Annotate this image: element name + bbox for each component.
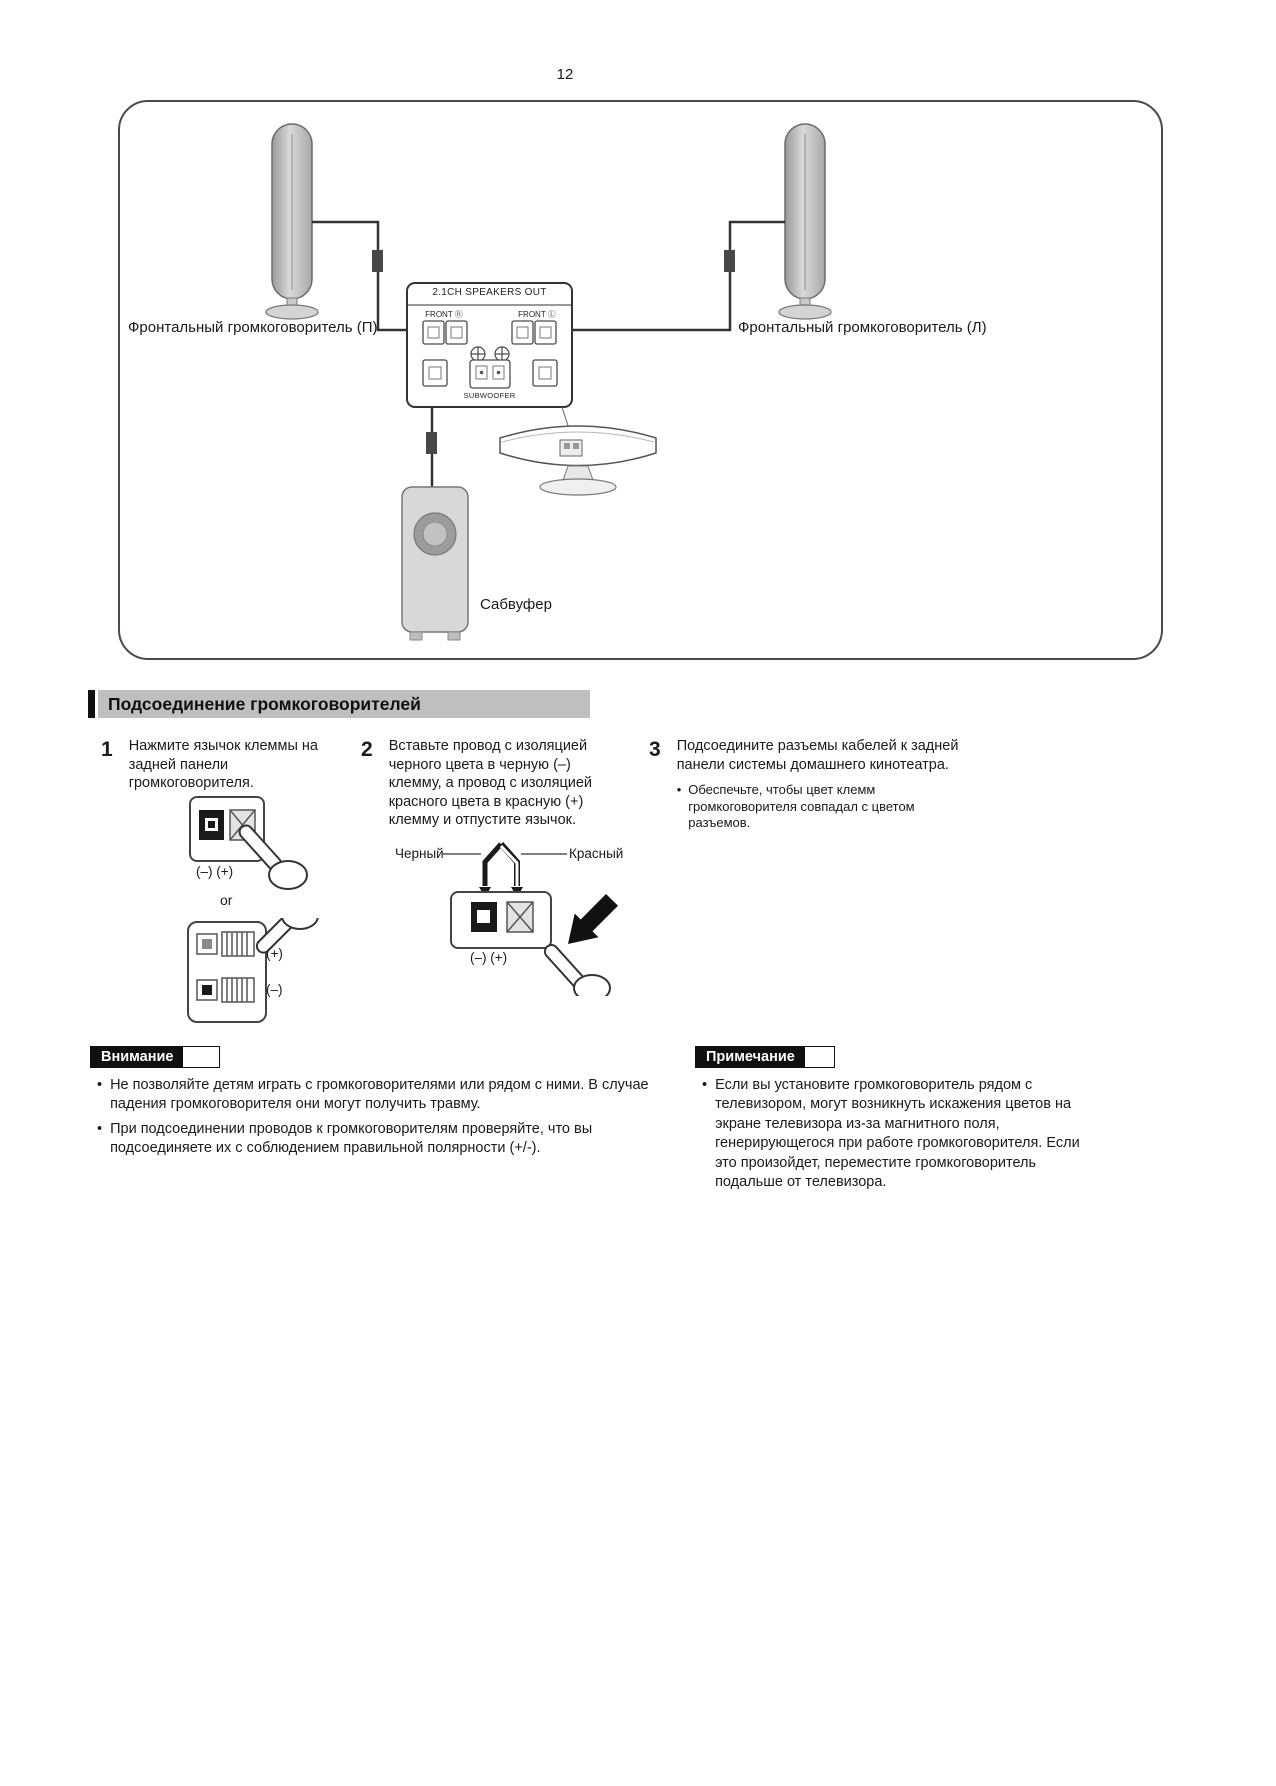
pointing-finger-icon: [518, 938, 618, 996]
connection-diagram: [118, 100, 1163, 660]
diagram-graphics: [120, 102, 1161, 658]
front-l-label: FRONT Ⓛ: [518, 310, 556, 319]
warning-badge: [90, 1046, 220, 1068]
bullet-dot: •: [702, 1077, 708, 1093]
step-1-text: Нажмите язычок клеммы на задней панели громкоговорителя.: [128, 738, 318, 792]
step-3: [649, 737, 1014, 832]
badge-tail: [183, 1047, 219, 1067]
note-bullets: [702, 1076, 1094, 1198]
badge-tail: [805, 1047, 834, 1067]
warning-badge-label: Внимание: [91, 1047, 183, 1067]
step-3-number: 3: [649, 738, 661, 761]
section-header: [88, 690, 590, 718]
left-speaker-label: Фронтальный громкоговоритель (П): [128, 319, 378, 336]
left-speaker-illustration: [266, 124, 318, 319]
right-speaker-illustration: [779, 124, 831, 319]
warning-bullets: [97, 1076, 657, 1164]
step-3-bullet-text: Обеспечьте, чтобы цвет клемм громкоговорителя совпадал с цветом разъемов.: [688, 782, 915, 831]
right-speaker-wire: [572, 222, 785, 330]
warning-bullet: [97, 1076, 657, 1115]
subwoofer-wire: [426, 407, 437, 487]
step-2: [361, 737, 626, 830]
step-2-polarity-label: (–) (+): [470, 950, 508, 965]
front-r-label: FRONT Ⓡ: [425, 310, 463, 319]
note-bullet-text: Если вы установите громкоговоритель рядом с телевизором, могут возникнуть искажения цветов на экране телевизора из-за магнитного поля, генерирующегося при работе громкоговорителя. Если это произойдет, переместите громкоговоритель подальше от телевизора.: [715, 1077, 1080, 1191]
note-bullet: [702, 1076, 1094, 1193]
note-badge-label: Примечание: [696, 1047, 805, 1067]
subwoofer-label: Сабвуфер: [480, 596, 552, 613]
page-number: 12: [556, 66, 574, 83]
left-speaker-wire: [312, 222, 407, 330]
bullet-dot: •: [97, 1077, 103, 1093]
warning-bullet: [97, 1120, 657, 1159]
red-wire-label: Красный: [569, 846, 624, 861]
panel-title: 2.1CH SPEAKERS OUT: [432, 287, 547, 298]
step-1-or-label: or: [220, 892, 233, 908]
warning-bullet-text: Не позволяйте детям играть с громкоговорителями или рядом с ними. В случае падения громкоговорителя они могут получить травму.: [110, 1077, 649, 1113]
warning-bullet-text: При подсоединении проводов к громкоговорителям проверяйте, что вы подсоединяете их с соблюдением правильной полярности (+/-).: [110, 1120, 593, 1157]
main-unit-illustration: [500, 426, 656, 495]
black-wire-label: Черный: [395, 846, 444, 861]
step-3-bullet: [677, 782, 952, 832]
right-speaker-label: Фронтальный громкоговоритель (Л): [738, 319, 987, 336]
step-1-minus-label: (–): [266, 982, 283, 997]
step-2-number: 2: [361, 738, 373, 761]
bullet-dot: •: [676, 782, 682, 798]
subwoofer-port-label: SUBWOOFER: [463, 391, 516, 400]
note-badge: [695, 1046, 835, 1068]
step-1-polarity-label: (–) (+): [196, 864, 234, 879]
pointing-finger-icon: [254, 918, 318, 955]
step-2-text: Вставьте провод с изоляцией черного цвета в черную (–) клемму, а провод с изоляцией красного цвета в красную (+) клемму и отпустите язычок.: [388, 738, 593, 829]
step-1-number: 1: [101, 738, 113, 761]
section-title-bar: [98, 690, 590, 718]
section-title: Подсоединение громкоговорителей: [108, 693, 421, 714]
step-1-plus-label: (+): [266, 946, 283, 961]
step-3-text: Подсоедините разъемы кабелей к задней панели системы домашнего кинотеатра.: [676, 738, 959, 773]
section-accent-bar: [88, 690, 95, 718]
bullet-dot: •: [97, 1120, 103, 1137]
subwoofer-illustration: [402, 487, 468, 640]
speakers-out-panel-illustration: [407, 283, 572, 407]
step-1: [101, 737, 341, 793]
terminal-alt-illustration: [186, 918, 321, 1028]
